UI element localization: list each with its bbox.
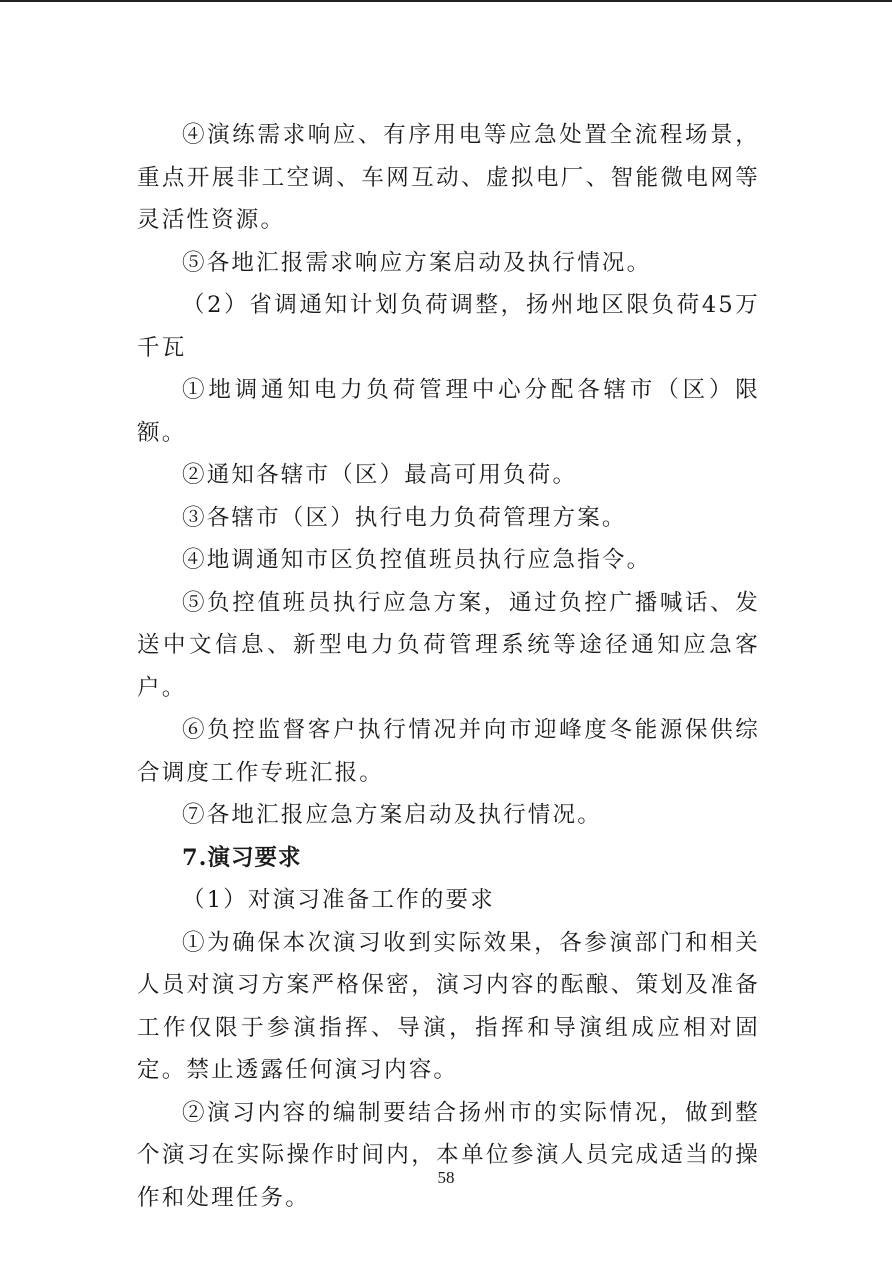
paragraph-emergency-instruction: ④地调通知市区负控值班员执行应急指令。 [182,547,652,573]
paragraph-notify-customers: ⑤负控值班员执行应急方案，通过负控广播喊话、发送中文信息、新型电力负荷管理系统等途径通知应急客户。 [137,589,760,701]
document-body [137,114,760,1219]
paragraph-notify-max-load: ②通知各辖市（区）最高可用负荷。 [182,462,578,488]
paragraph-load-adjustment: （2）省调通知计划负荷调整，扬州地区限负荷45万千瓦 [137,292,760,361]
paragraph-confidentiality: ①为确保本次演习收到实际效果，各参演部门和相关人员对演习方案严格保密，演习内容的酝酿、策划及准备工作仅限于参演指挥、导演，指挥和导演组成应相对固定。禁止透露任何演习内容。 [137,929,760,1083]
section-heading: 7.演习要求 [182,844,302,871]
paragraph-allocate-limits: ①地调通知电力负荷管理中心分配各辖市（区）限额。 [137,377,760,446]
paragraph-supervise-report: ⑥负控监督客户执行情况并向市迎峰度冬能源保供综合调度工作专班汇报。 [137,717,760,786]
paragraph-execute-plan: ③各辖市（区）执行电力负荷管理方案。 [182,504,627,531]
paragraph-drill-content: ②演习内容的编制要结合扬州市的实际情况，做到整个演习在实际操作时间内，本单位参演人员完成适当的操作和处理任务。 [137,1099,760,1211]
page-number: 58 [437,1168,455,1187]
paragraph-report-demand-response: ⑤各地汇报需求响应方案启动及执行情况。 [182,249,652,276]
paragraph-report-emergency: ⑦各地汇报应急方案启动及执行情况。 [182,802,602,828]
paragraph-drill-scenarios: ④演练需求响应、有序用电等应急处置全流程场景，重点开展非工空调、车网互动、虚拟电厂、智能微电网等灵活性资源。 [137,122,760,233]
subsection-heading: （1）对演习准备工作的要求 [182,887,495,913]
